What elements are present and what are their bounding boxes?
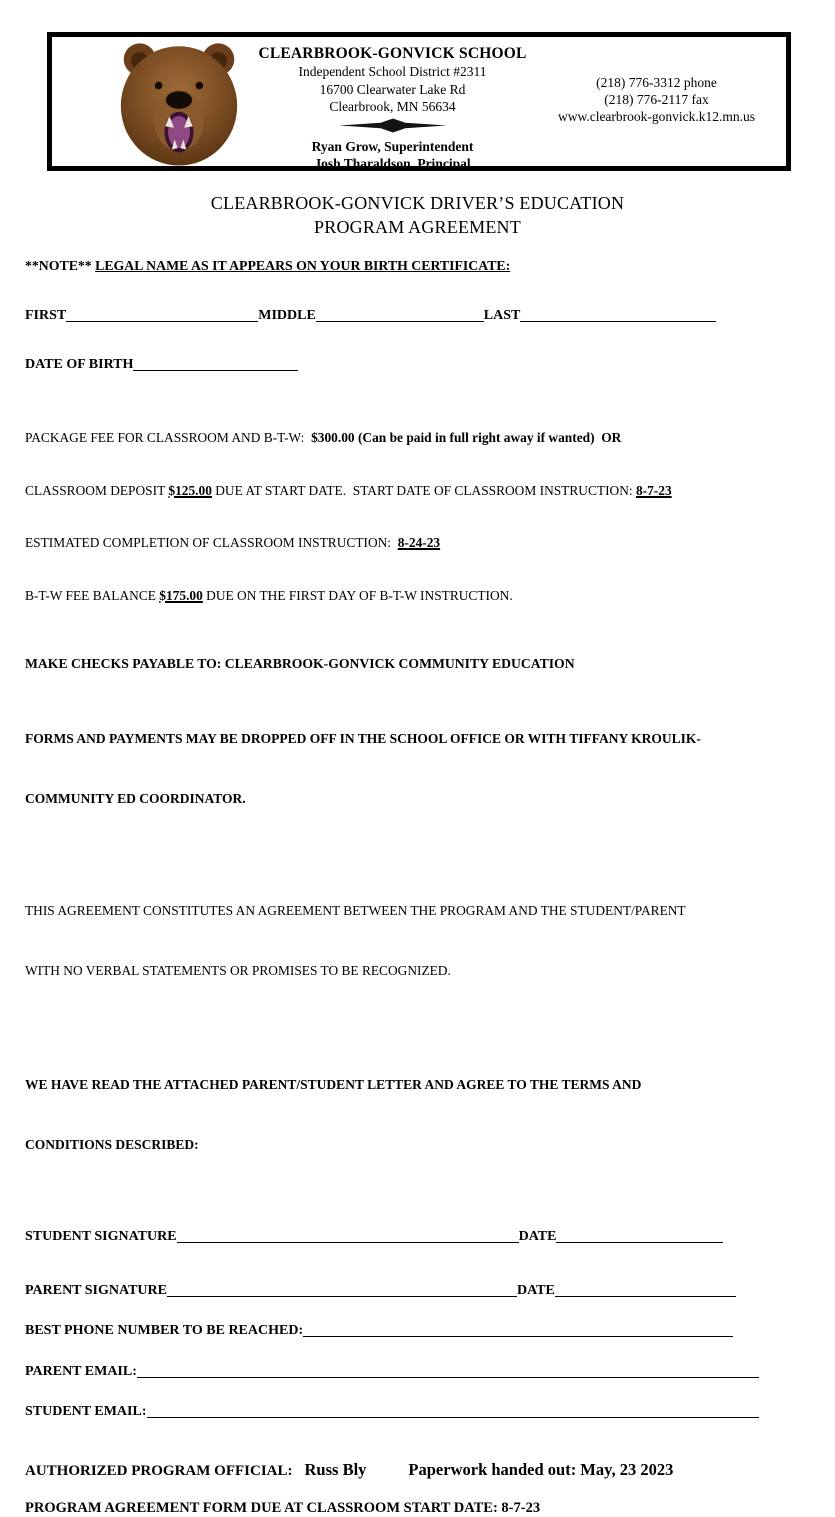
balance-due-text: DUE ON THE FIRST DAY OF B-T-W INSTRUCTION.	[202, 587, 513, 603]
start-date-value: 8-7-23	[635, 482, 672, 498]
fee-line-1	[25, 429, 815, 447]
middle-name-label: MIDDLE	[258, 308, 316, 323]
note-line	[25, 258, 815, 274]
deposit-amount: $125.00	[168, 482, 212, 498]
parent-email-row	[25, 1364, 815, 1380]
student-email-row	[25, 1404, 815, 1420]
district-line: Independent School District #2311	[298, 64, 487, 79]
student-signature-label: STUDENT SIGNATURE	[25, 1229, 177, 1244]
forms-dropoff-paragraph	[25, 689, 815, 849]
first-name-line	[66, 321, 258, 322]
parent-signature-row	[25, 1283, 815, 1299]
school-name: CLEARBROOK-GONVICK SCHOOL	[258, 45, 527, 62]
deposit-text: CLASSROOM DEPOSIT	[25, 482, 169, 498]
best-phone-row	[25, 1323, 815, 1339]
agreement-line-1: THIS AGREEMENT CONSTITUTES AN AGREEMENT BETWEEN THE PROGRAM AND THE STUDENT/PARENT	[25, 903, 686, 918]
note-prefix: **NOTE**	[25, 258, 96, 273]
student-email-line	[147, 1417, 759, 1418]
divider	[254, 116, 531, 139]
last-name-label: LAST	[483, 308, 521, 323]
fee-or: OR	[594, 430, 622, 445]
terms-line-2: CONDITIONS DESCRIBED:	[25, 1137, 199, 1152]
dob-label: DATE OF BIRTH	[25, 357, 134, 372]
balance-amount: $175.00	[159, 587, 203, 603]
fee-line-2	[25, 482, 815, 500]
checks-payable-line: MAKE CHECKS PAYABLE TO: CLEARBROOK-GONVICK COMMUNITY EDUCATION	[25, 656, 575, 671]
best-phone-line	[303, 1336, 733, 1337]
forms-line-1: FORMS AND PAYMENTS MAY BE DROPPED OFF IN THE SCHOOL OFFICE OR WITH TIFFANY KROULIK-	[25, 731, 701, 746]
authorized-official-label: AUTHORIZED PROGRAM OFFICIAL:	[25, 1463, 293, 1479]
last-name-line	[520, 321, 716, 322]
student-signature-line	[177, 1242, 519, 1243]
school-logo	[104, 37, 254, 172]
bear-mascot-icon	[104, 39, 254, 167]
first-name-label: FIRST	[25, 308, 67, 323]
form-due-line: PROGRAM AGREEMENT FORM DUE AT CLASSROOM START DATE: 8-7-23	[25, 1500, 541, 1516]
fee-line-4	[25, 587, 815, 605]
letterhead-center	[254, 37, 531, 172]
student-date-line	[556, 1242, 723, 1243]
package-fee-amount: $300.00 (Can be paid in full right away if wanted)	[311, 430, 595, 445]
completion-date-value: 8-24-23	[397, 535, 441, 550]
parent-signature-label: PARENT SIGNATURE	[25, 1283, 167, 1298]
fee-details	[25, 394, 815, 639]
title-line-1: CLEARBROOK-GONVICK DRIVER’S EDUCATION	[210, 193, 625, 213]
principal-line: Josh Tharaldson, Principal	[314, 156, 471, 171]
balance-text: B-T-W FEE BALANCE	[25, 587, 160, 603]
letterhead-contact	[531, 37, 786, 125]
phone-line: (218) 776-3312 phone	[596, 75, 717, 90]
parent-signature-line	[167, 1296, 517, 1297]
fax-line: (218) 776-2117 fax	[604, 92, 709, 107]
title-line-2: PROGRAM AGREEMENT	[314, 217, 521, 237]
page-title	[0, 191, 835, 239]
document-page	[0, 32, 835, 1516]
note-underlined-text: LEGAL NAME AS IT APPEARS ON YOUR BIRTH CERTIFICATE:	[95, 258, 511, 273]
start-date-text: DUE AT START DATE. START DATE OF CLASSROOM INSTRUCTION:	[211, 482, 636, 498]
fee-line-1-text: PACKAGE FEE FOR CLASSROOM AND B-T-W:	[25, 430, 312, 445]
fee-line-3	[25, 534, 815, 552]
parent-date-line	[555, 1296, 736, 1297]
compass-star-icon	[339, 118, 447, 133]
parent-email-line	[137, 1377, 759, 1378]
agreement-line-2: WITH NO VERBAL STATEMENTS OR PROMISES TO BE RECOGNIZED.	[25, 963, 451, 978]
agreement-paragraph	[25, 861, 815, 1021]
authorized-official-row	[25, 1460, 815, 1480]
forms-line-2: COMMUNITY ED COORDINATOR.	[25, 791, 246, 806]
address-line: 16700 Clearwater Lake Rd	[319, 81, 466, 97]
superintendent-line: Ryan Grow, Superintendent	[311, 139, 474, 154]
parent-email-label: PARENT EMAIL:	[25, 1364, 137, 1379]
name-fields-row	[25, 308, 815, 324]
terms-paragraph	[25, 1035, 815, 1195]
parent-date-label: DATE	[516, 1283, 555, 1298]
website-line: www.clearbrook-gonvick.k12.mn.us	[557, 109, 756, 124]
middle-name-line	[316, 321, 484, 322]
student-signature-row	[25, 1229, 815, 1245]
dob-row	[25, 357, 815, 373]
letterhead	[47, 32, 791, 171]
dob-line	[133, 370, 298, 371]
terms-line-1: WE HAVE READ THE ATTACHED PARENT/STUDENT LETTER AND AGREE TO THE TERMS AND	[25, 1077, 642, 1092]
student-date-label: DATE	[518, 1229, 557, 1244]
completion-text: ESTIMATED COMPLETION OF CLASSROOM INSTRUCTION:	[25, 535, 398, 550]
paperwork-handed-out: Paperwork handed out: May, 23 2023	[408, 1460, 674, 1479]
best-phone-label: BEST PHONE NUMBER TO BE REACHED:	[25, 1323, 304, 1338]
student-email-label: STUDENT EMAIL:	[25, 1404, 147, 1419]
authorized-official-name: Russ Bly	[304, 1460, 367, 1479]
city-line: Clearbrook, MN 56634	[329, 99, 456, 114]
